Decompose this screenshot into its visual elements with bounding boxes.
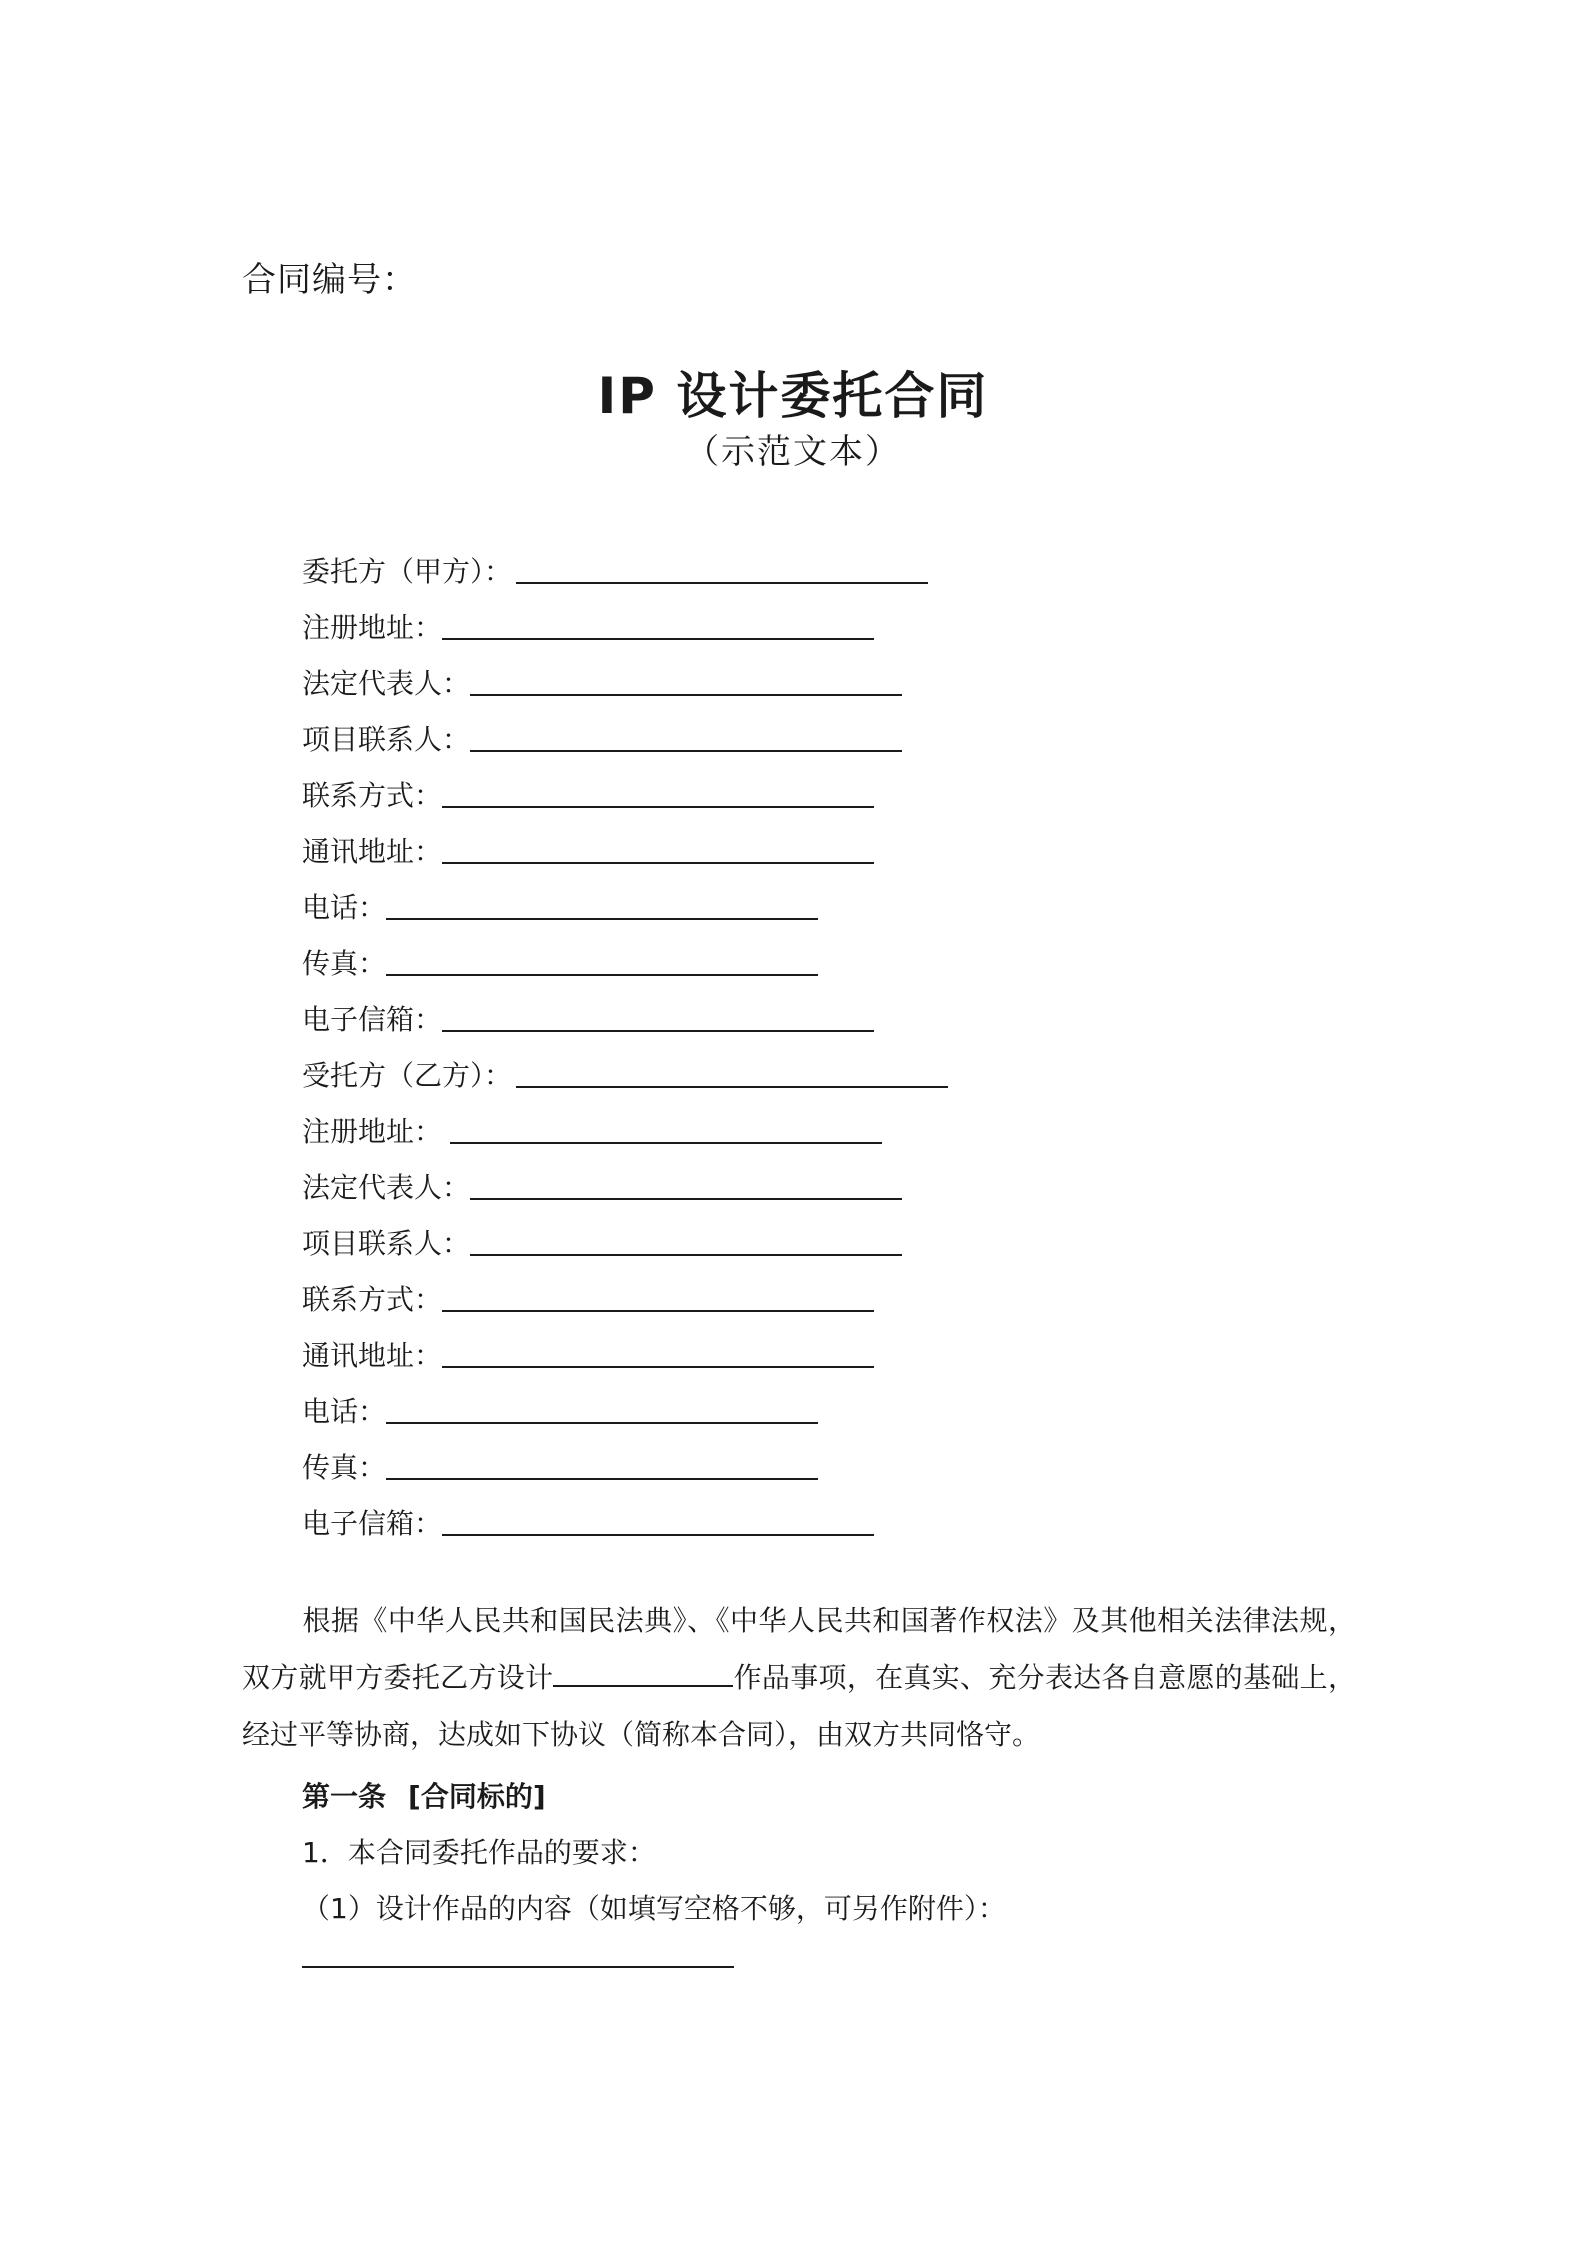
party-a-name-field[interactable] bbox=[302, 536, 948, 592]
field-label: 电话： bbox=[302, 891, 387, 924]
fill-blank[interactable] bbox=[386, 944, 818, 976]
design-work-blank[interactable] bbox=[553, 1659, 733, 1687]
intro-text-after-blank: 作品事项，在真实、充分表达各自意愿的基础上，经过平等协商，达成如下协议（简称本合同），由双方共同恪守。 bbox=[242, 1661, 1356, 1751]
field-label: 电子信箱： bbox=[302, 1507, 443, 1540]
party-a-fax-field[interactable] bbox=[302, 928, 948, 984]
party-info-list bbox=[302, 536, 948, 1544]
field-label: 传真： bbox=[302, 947, 387, 980]
fill-blank[interactable] bbox=[442, 608, 874, 640]
party-a-mailing-address-field[interactable] bbox=[302, 816, 948, 872]
party-a-address-field[interactable] bbox=[302, 592, 948, 648]
intro-text-before-blank: 根据《中华人民共和国民法典》、《中华人民共和国著作权法》及其他相关法律法规，双方就甲方委托乙方设计 bbox=[242, 1604, 1356, 1694]
field-label: 联系方式： bbox=[302, 1283, 443, 1316]
field-label: 传真： bbox=[302, 1451, 387, 1484]
party-b-fax-field[interactable] bbox=[302, 1432, 948, 1488]
article-1-item-1: 1．本合同委托作品的要求： bbox=[302, 1836, 656, 1869]
party-a-phone-field[interactable] bbox=[302, 872, 948, 928]
fill-blank[interactable] bbox=[442, 1280, 874, 1312]
fill-blank[interactable] bbox=[442, 1336, 874, 1368]
fill-blank[interactable] bbox=[470, 720, 902, 752]
field-label: 注册地址： bbox=[302, 1115, 443, 1148]
party-a-contact-method-field[interactable] bbox=[302, 760, 948, 816]
party-b-contact-method-field[interactable] bbox=[302, 1264, 948, 1320]
fill-blank[interactable] bbox=[470, 1224, 902, 1256]
fill-blank[interactable] bbox=[386, 888, 818, 920]
contract-number-label: 合同编号： bbox=[242, 260, 417, 300]
fill-blank[interactable] bbox=[470, 664, 902, 696]
field-label: 联系方式： bbox=[302, 779, 443, 812]
party-b-email-field[interactable] bbox=[302, 1488, 948, 1544]
fill-blank[interactable] bbox=[442, 776, 874, 808]
article-1-item-1-1: （1）设计作品的内容（如填写空格不够，可另作附件）： bbox=[302, 1892, 1006, 1925]
fill-blank[interactable] bbox=[442, 1504, 874, 1536]
fill-blank[interactable] bbox=[386, 1392, 818, 1424]
field-label: 项目联系人： bbox=[302, 723, 471, 756]
fill-blank[interactable] bbox=[450, 1112, 882, 1144]
party-b-mailing-address-field[interactable] bbox=[302, 1320, 948, 1376]
design-content-blank[interactable] bbox=[302, 1966, 734, 1968]
field-label: 电子信箱： bbox=[302, 1003, 443, 1036]
fill-blank[interactable] bbox=[442, 832, 874, 864]
field-label: 通讯地址： bbox=[302, 835, 443, 868]
field-label: 通讯地址： bbox=[302, 1339, 443, 1372]
fill-blank[interactable] bbox=[442, 1000, 874, 1032]
field-label: 受托方（乙方）： bbox=[302, 1059, 513, 1092]
fill-blank[interactable] bbox=[516, 552, 928, 584]
party-b-phone-field[interactable] bbox=[302, 1376, 948, 1432]
party-a-email-field[interactable] bbox=[302, 984, 948, 1040]
fill-blank[interactable] bbox=[386, 1448, 818, 1480]
article-1-heading bbox=[302, 1772, 546, 1822]
field-label: 法定代表人： bbox=[302, 1171, 471, 1204]
party-b-project-contact-field[interactable] bbox=[302, 1208, 948, 1264]
field-label: 项目联系人： bbox=[302, 1227, 471, 1260]
document-subtitle: （示范文本） bbox=[685, 432, 901, 472]
fill-blank[interactable] bbox=[470, 1168, 902, 1200]
field-label: 注册地址： bbox=[302, 611, 443, 644]
party-a-legal-rep-field[interactable] bbox=[302, 648, 948, 704]
field-label: 法定代表人： bbox=[302, 667, 471, 700]
intro-paragraph bbox=[242, 1592, 1356, 1763]
document-title: IP 设计委托合同 bbox=[597, 367, 989, 425]
party-b-legal-rep-field[interactable] bbox=[302, 1152, 948, 1208]
field-label: 电话： bbox=[302, 1395, 387, 1428]
party-b-name-field[interactable] bbox=[302, 1040, 948, 1096]
fill-blank[interactable] bbox=[516, 1056, 948, 1088]
article-number: 第一条 bbox=[302, 1780, 387, 1813]
article-title: [合同标的] bbox=[408, 1780, 546, 1813]
field-label: 委托方（甲方）： bbox=[302, 555, 513, 588]
party-a-project-contact-field[interactable] bbox=[302, 704, 948, 760]
party-b-address-field[interactable] bbox=[302, 1096, 948, 1152]
